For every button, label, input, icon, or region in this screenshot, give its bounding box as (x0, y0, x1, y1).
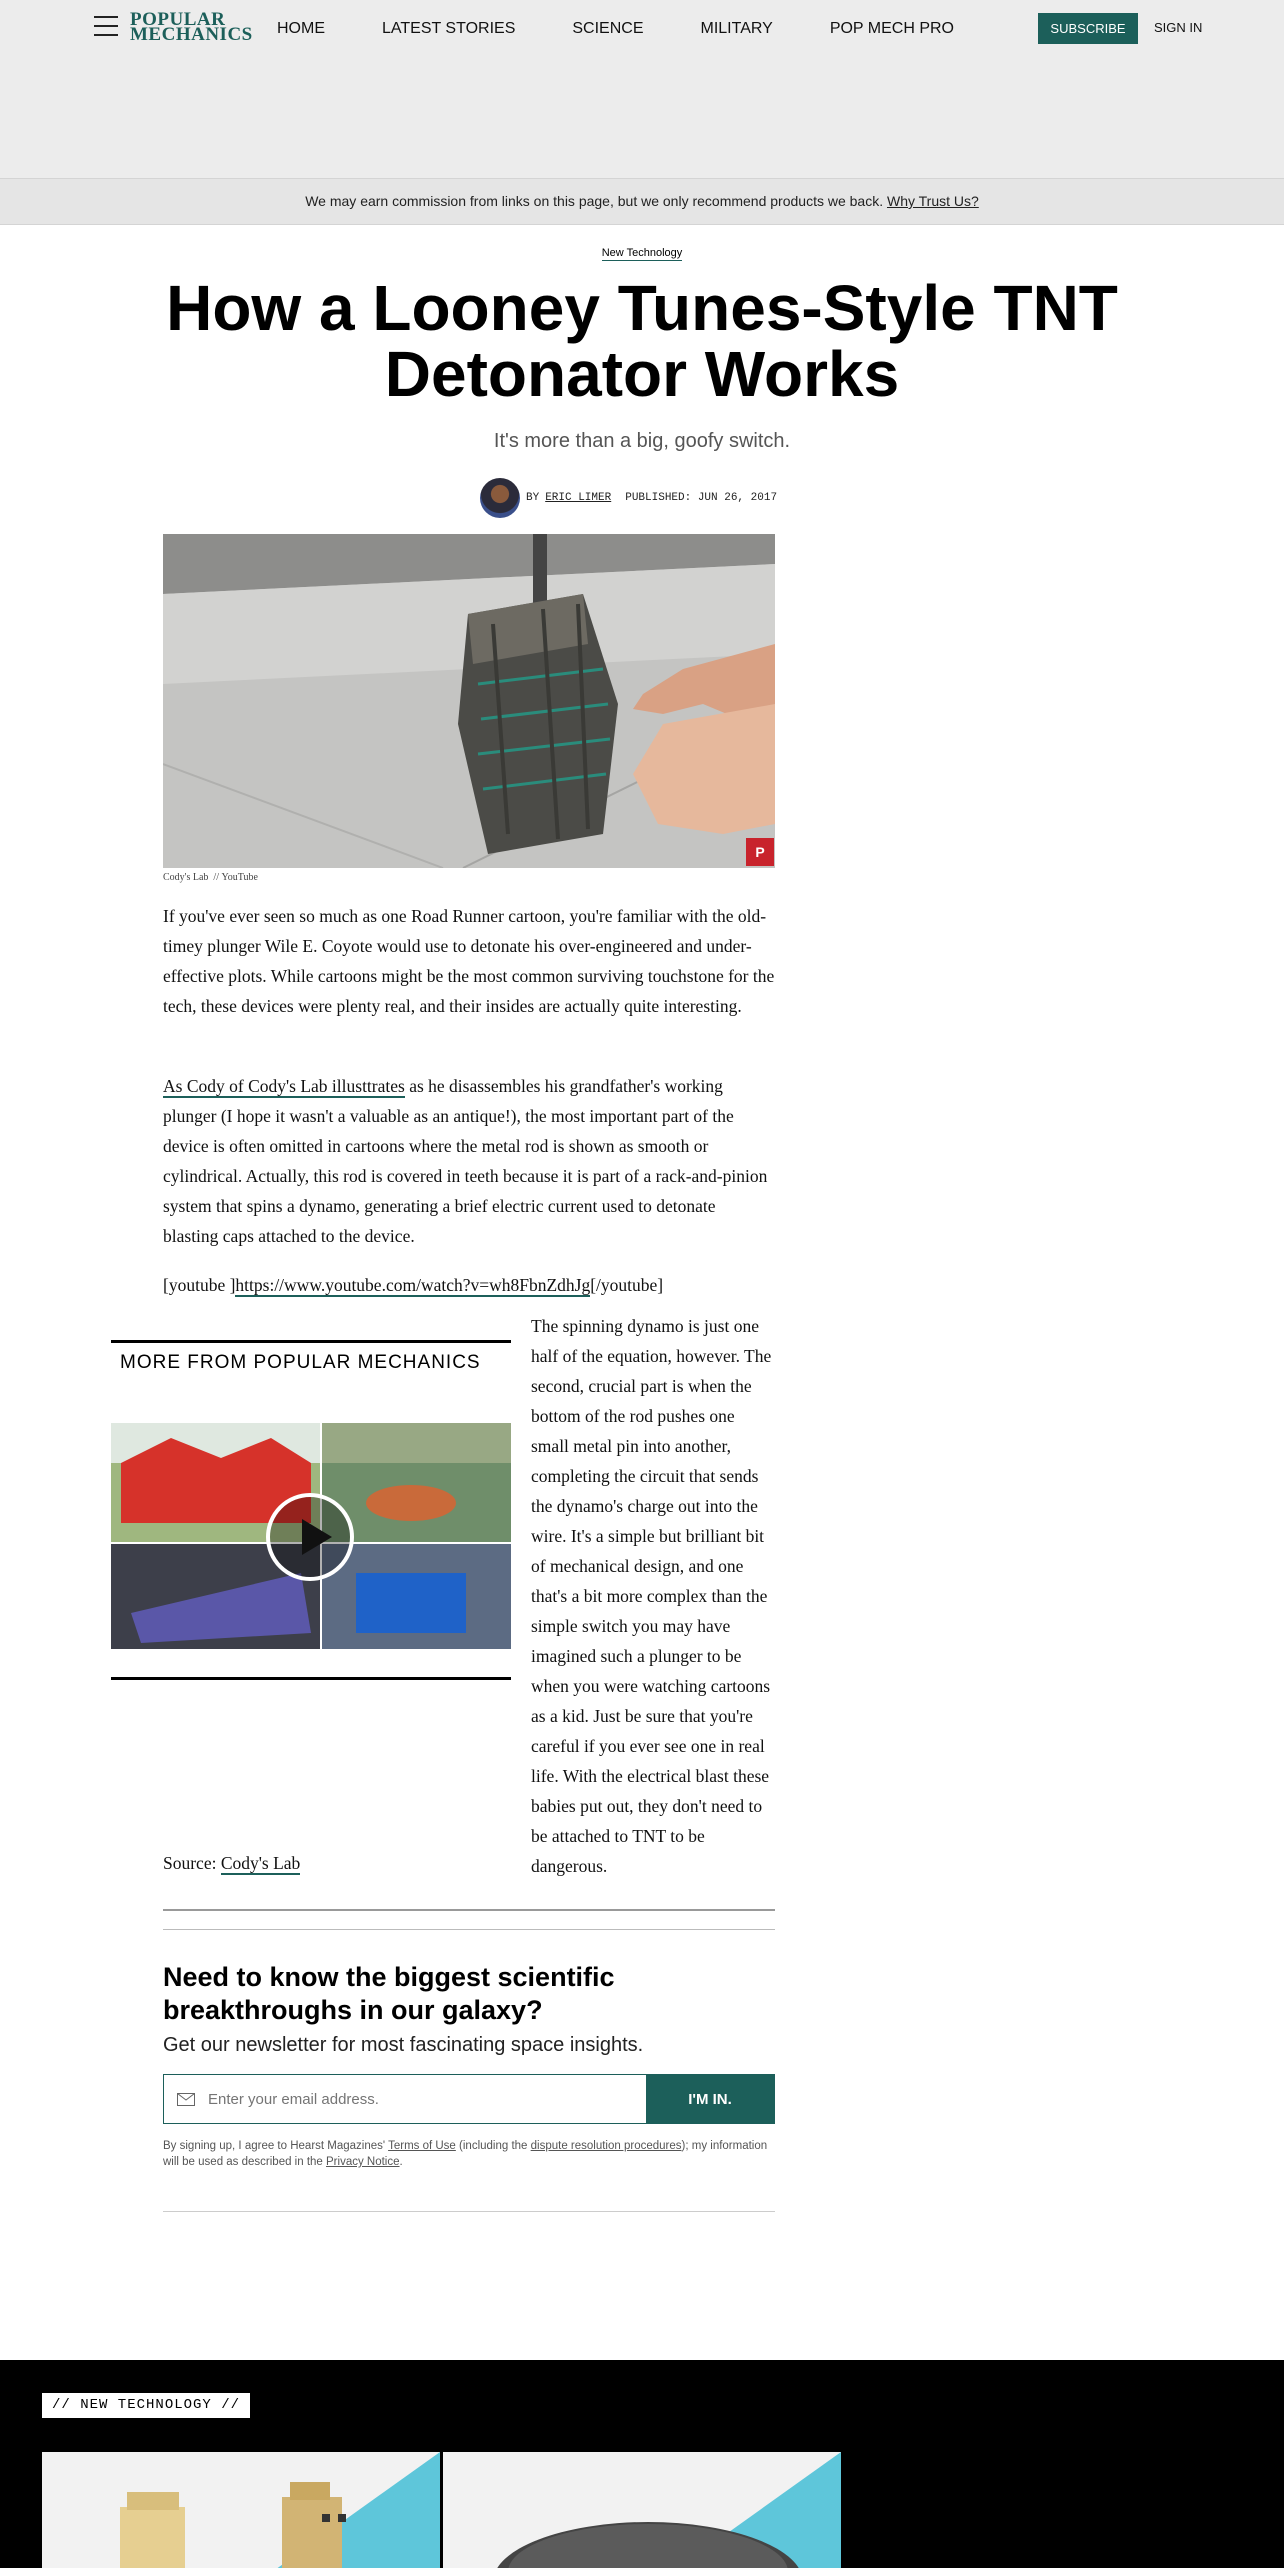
image-credit: Cody's Lab // YouTube (163, 872, 258, 883)
nav-pop-mech-pro[interactable]: POP MECH PRO (829, 20, 954, 37)
category-label (0, 247, 1284, 259)
envelope-icon (164, 2075, 208, 2123)
newsletter-legal (163, 2138, 775, 2170)
codys-lab-article-link[interactable]: As Cody of Cody's Lab illusttrates (163, 1076, 405, 1096)
divider (163, 2211, 775, 2212)
author-link[interactable]: ERIC LIMER (545, 492, 612, 504)
youtube-open-tag: [youtube ] (163, 1275, 236, 1295)
menu-icon[interactable] (94, 16, 118, 38)
pinterest-icon[interactable]: P (746, 838, 774, 866)
paragraph-2 (163, 1071, 775, 1251)
article-title: How a Looney Tunes-Style TNT Detonator Works (166, 272, 1118, 410)
legal-text-2: (including the (455, 2140, 531, 2152)
hero-image[interactable] (163, 534, 775, 868)
related-card-2-image (443, 2452, 841, 2568)
top-navigation-bar (0, 0, 1284, 56)
published-date: PUBLISHED: JUN 26, 2017 (625, 492, 778, 504)
commission-banner (0, 178, 1284, 225)
related-section (0, 2360, 1284, 2568)
sign-in-link[interactable]: SIGN IN (1154, 20, 1203, 35)
byline (480, 478, 777, 518)
image-credit-source: YouTube (221, 872, 258, 883)
commission-text: We may earn commission from links on this page, but we only recommend products we back. (305, 193, 887, 209)
legal-text-3: ); my information will be used as described in the (163, 2140, 768, 2168)
image-credit-name: Cody's Lab (163, 872, 209, 883)
detonator-photo (163, 534, 775, 868)
nav-science[interactable]: SCIENCE (572, 20, 644, 37)
source-label: Source: (163, 1853, 221, 1873)
newsletter-form (163, 2074, 775, 2124)
more-from-title: MORE FROM POPULAR MECHANICS (120, 1352, 481, 1373)
why-trust-us-link[interactable]: Why Trust Us? (886, 193, 979, 209)
paragraph-2-text: as he disassembles his grandfather's working plunger (I hope it wasn't a valuable as an antique!), the most important part of the device is often omitted in cartoons where the metal rod is shown as smooth or cylindrical. Actually, this rod is covered in teeth because it is part of a rack-and-pinion system that spins a dynamo, generating a brief electric current used to detonate blasting caps attached to the device. (163, 1076, 768, 1246)
youtube-link[interactable]: https://www.youtube.com/watch?v=wh8FbnZdhJg (235, 1275, 591, 1295)
source-link[interactable]: Cody's Lab (220, 1853, 301, 1873)
section-tag[interactable]: // NEW TECHNOLOGY // (42, 2393, 250, 2418)
email-input[interactable] (208, 2075, 646, 2123)
by-label: BY (526, 492, 540, 504)
paragraph-1: If you've ever seen so much as one Road Runner cartoon, you're familiar with the old-timey plunger Wile E. Coyote would use to detonate his over-engineered and under-effective plots. While cartoons might be the most common surviving touchstone for the tech, these devices were plenty real, and their insides are actually quite interesting. (163, 906, 775, 1016)
divider (163, 1909, 775, 1911)
logo-line-1: POPULAR (130, 9, 226, 30)
main-nav (277, 20, 1011, 38)
nav-latest-stories[interactable]: LATEST STORIES (382, 20, 516, 37)
author-avatar[interactable] (480, 478, 520, 518)
site-logo[interactable] (130, 9, 253, 45)
paragraph-3: The spinning dynamo is just one half of the equation, however. The second, crucial part is when the bottom of the rod pushes one small metal pin into another, completing the circuit that sends the dynamo's charge out into the wire. It's a simple but brilliant bit of mechanical design, and one that's a bit more complex than the simple switch you may have imagined such a plunger to be when you were watching cartoons as a kid. Just be sure that you're careful if you ever see one in real life. With the electrical blast these babies put out, they don't need to be attached to TNT to be dangerous. (531, 1316, 772, 1876)
article-dek: It's more than a big, goofy switch. (493, 430, 791, 452)
related-card-1[interactable] (42, 2452, 440, 2568)
privacy-notice-link[interactable]: Privacy Notice (326, 2156, 400, 2168)
source-line (163, 1848, 775, 1878)
category-link[interactable]: New Technology (601, 247, 683, 259)
related-card-2[interactable] (443, 2452, 841, 2568)
im-in-button[interactable]: I'M IN. (646, 2075, 774, 2123)
newsletter-subtitle: Get our newsletter for most fascinating space insights. (163, 2034, 644, 2056)
youtube-embed-text (163, 1270, 775, 1300)
legal-text-1: By signing up, I agree to Hearst Magazines' (163, 2140, 389, 2152)
ad-space (0, 56, 1284, 178)
terms-of-use-link[interactable]: Terms of Use (388, 2140, 456, 2152)
nav-military[interactable]: MILITARY (700, 20, 773, 37)
divider (163, 1929, 775, 1930)
newsletter-title: Need to know the biggest scientific breakthroughs in our galaxy? (163, 1962, 615, 2025)
legal-text-4: . (399, 2156, 403, 2168)
related-card-1-image (42, 2452, 440, 2568)
nav-home[interactable]: HOME (277, 20, 325, 37)
youtube-close-tag: [/youtube] (590, 1275, 664, 1295)
logo-line-2: MECHANICS (130, 24, 253, 45)
subscribe-button[interactable]: SUBSCRIBE (1038, 13, 1138, 44)
dispute-resolution-link[interactable]: dispute resolution procedures (530, 2140, 682, 2152)
